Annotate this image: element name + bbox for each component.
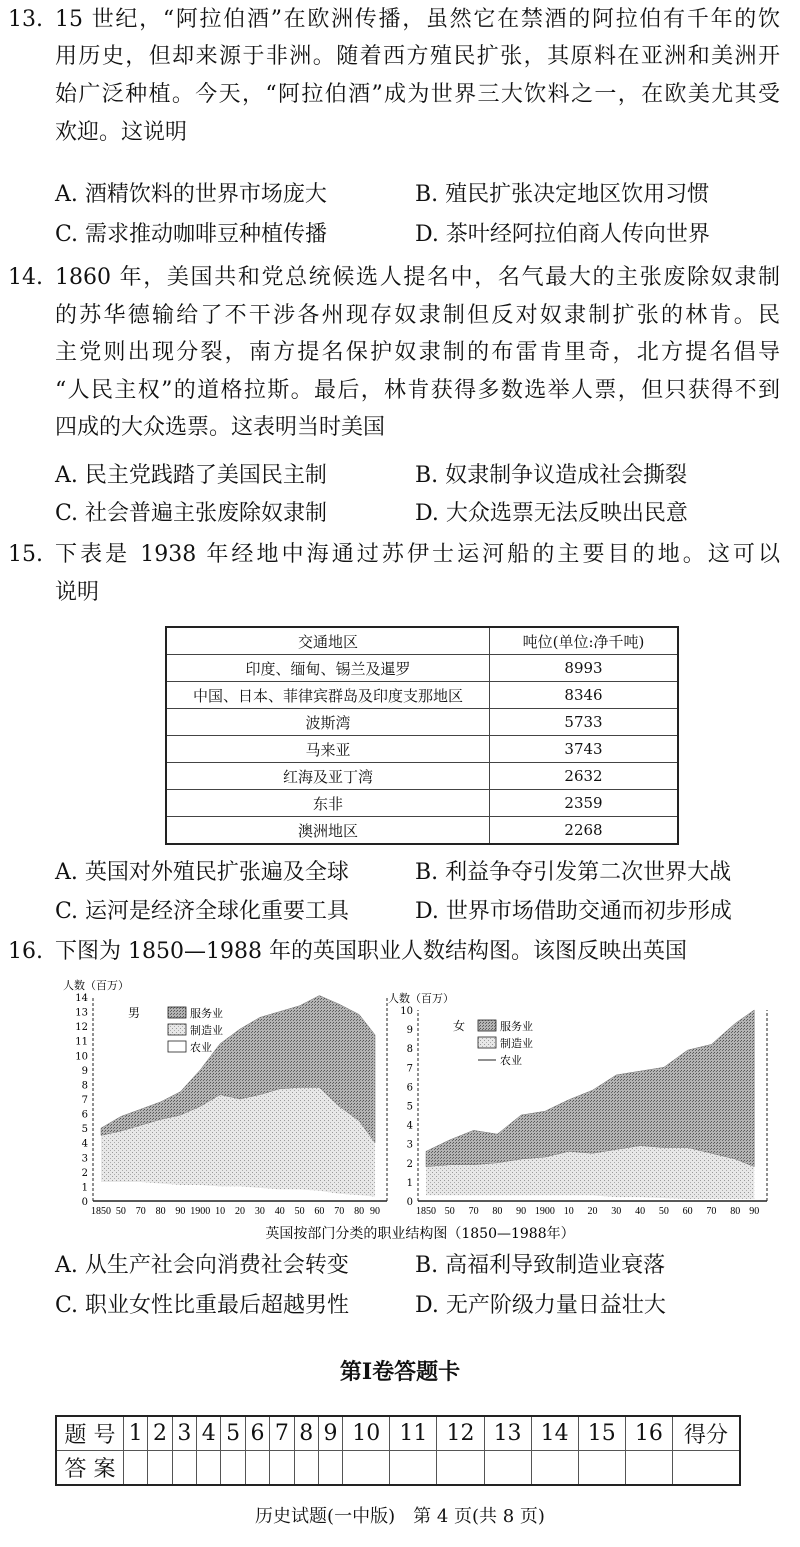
y-axis-label: 人数（百万） [63,979,129,992]
answer-cell[interactable] [578,1451,625,1486]
question-stem-line: 用历史，但却来源于非洲。随着西方殖民扩张，其原料在亚洲和美洲开 [55,44,780,69]
question-number-cell: 8 [294,1416,318,1451]
area-manufacturing [101,1087,375,1196]
x-tick-label: 80 [730,1206,741,1217]
region-cell: 印度、缅甸、锡兰及暹罗 [166,655,490,682]
x-tick-label: 1900 [190,1206,211,1217]
x-tick-label: 20 [587,1206,598,1217]
score-cell[interactable] [673,1451,741,1486]
option-c: C. 运河是经济全球化重要工具 [55,899,350,924]
table-row [166,790,678,817]
question-stem-line: 下表是 1938 年经地中海通过苏伊士运河船的主要目的地。这可以 [55,542,780,567]
y-tick-label: 2 [406,1158,413,1170]
answer-cell[interactable] [294,1451,318,1486]
option-d: D. 无产阶级力量日益壮大 [415,1293,666,1318]
tonnage-cell: 2359 [490,790,679,817]
option-a: A. 民主党践踏了美国民主制 [55,463,327,488]
legend-label: 农业 [500,1054,522,1067]
table-row [166,817,678,845]
answer-cell[interactable] [625,1451,672,1486]
y-tick-label: 3 [81,1153,88,1165]
question-stem-line: 说明 [55,580,100,605]
tonnage-cell: 2632 [490,763,679,790]
question-number: 14. [8,265,43,290]
question-stem-line: 始广泛种植。今天，“阿拉伯酒”成为世界三大饮料之一，在欧美尤其受 [55,82,780,107]
page-footer: 历史试题(一中版) 第 4 页(共 8 页) [255,1506,545,1527]
question-number-cell: 16 [625,1416,672,1451]
question-stem-line: 主党则出现分裂，南方提名保护奴隶制的布雷肯里奇，北方提名倡导 [55,340,780,365]
region-cell: 波斯湾 [166,709,490,736]
x-tick-label: 50 [444,1206,455,1217]
answer-cell[interactable] [484,1451,531,1486]
table-row [166,682,678,709]
question-number-cell: 14 [531,1416,578,1451]
y-tick-label: 4 [406,1120,413,1132]
question-number-cell: 4 [197,1416,221,1451]
x-tick-label: 70 [706,1206,717,1217]
x-tick-label: 40 [274,1206,285,1217]
table-row [166,736,678,763]
area-services [426,1010,754,1167]
x-tick-label: 80 [354,1206,365,1217]
answer-cell[interactable] [343,1451,390,1486]
x-tick-label: 80 [492,1206,503,1217]
y-tick-label: 7 [81,1095,88,1106]
y-tick-label: 5 [81,1124,88,1136]
option-b: B. 奴隶制争议造成社会撕裂 [415,463,688,488]
option-a: A. 英国对外殖民扩张遍及全球 [55,860,349,885]
row-label: 答 案 [56,1451,124,1486]
legend-swatch [478,1037,496,1048]
region-cell: 马来亚 [166,736,490,763]
answer-card-table [55,1415,741,1486]
score-label: 得分 [673,1416,741,1451]
y-tick-label: 4 [81,1138,88,1150]
tonnage-cell: 2268 [490,817,679,845]
legend-label: 制造业 [500,1037,533,1050]
answer-cell[interactable] [245,1451,269,1486]
x-tick-label: 20 [235,1206,245,1217]
x-tick-label: 90 [749,1206,760,1217]
x-tick-label: 1850 [91,1206,111,1217]
chart-caption: 英国按部门分类的职业结构图（1850—1988年） [265,1226,575,1242]
option-b: B. 殖民扩张决定地区饮用习惯 [415,182,710,207]
y-tick-label: 3 [406,1139,413,1151]
y-tick-label: 1 [406,1177,413,1189]
y-tick-label: 6 [81,1109,88,1121]
option-a: A. 从生产社会向消费社会转变 [55,1253,349,1278]
female-chart [388,991,767,1217]
y-tick-label: 6 [406,1082,413,1094]
answer-cell[interactable] [531,1451,578,1486]
y-tick-label: 8 [81,1080,88,1092]
legend-label: 服务业 [500,1020,533,1033]
question-number-row [56,1416,740,1451]
tonnage-cell: 3743 [490,736,679,763]
row-label: 题 号 [56,1416,124,1451]
question-number-cell: 3 [172,1416,196,1451]
answer-cell[interactable] [270,1451,294,1486]
y-tick-label: 10 [400,1006,413,1017]
x-tick-label: 90 [370,1206,381,1217]
x-tick-label: 1850 [416,1206,436,1217]
y-tick-label: 14 [75,993,88,1004]
option-d: D. 世界市场借助交通而初步形成 [415,899,732,924]
question-number-cell: 11 [390,1416,437,1451]
y-tick-label: 0 [81,1197,88,1208]
x-tick-label: 90 [175,1206,186,1217]
tonnage-cell: 8346 [490,682,679,709]
x-tick-label: 60 [682,1206,693,1217]
x-tick-label: 1900 [534,1206,555,1217]
table-row [166,709,678,736]
table-row [166,763,678,790]
option-c: C. 社会普遍主张废除奴隶制 [55,501,328,526]
y-tick-label: 0 [406,1197,413,1208]
question-number-cell: 13 [484,1416,531,1451]
answer-cell[interactable] [390,1451,437,1486]
x-tick-label: 50 [658,1206,669,1217]
legend-label: 服务业 [190,1007,223,1020]
legend-label: 制造业 [190,1024,223,1037]
employment-structure-charts [0,968,800,1246]
x-tick-label: 90 [516,1206,527,1217]
chart-title: 女 [453,1019,466,1033]
answer-cell[interactable] [172,1451,196,1486]
option-c: C. 需求推动咖啡豆种植传播 [55,222,328,247]
question-number-cell: 7 [270,1416,294,1451]
answer-cell[interactable] [221,1451,245,1486]
y-tick-label: 1 [81,1182,88,1194]
question-stem-line: 欢迎。这说明 [55,120,188,145]
legend-swatch [168,1024,186,1035]
region-cell: 红海及亚丁湾 [166,763,490,790]
answer-cell[interactable] [124,1451,148,1486]
question-number-cell: 9 [318,1416,342,1451]
question-stem-line: 下图为 1850—1988 年的英国职业人数结构图。该图反映出英国 [55,939,687,964]
x-tick-label: 50 [115,1206,126,1217]
chart-title: 男 [128,1006,141,1020]
tonnage-cell: 8993 [490,655,679,682]
y-tick-label: 13 [75,1007,88,1019]
x-tick-label: 70 [334,1206,345,1217]
question-number-cell: 15 [578,1416,625,1451]
option-b: B. 高福利导致制造业衰落 [415,1253,666,1278]
y-tick-label: 11 [75,1036,88,1048]
table-row [166,655,678,682]
x-tick-label: 80 [155,1206,166,1217]
male-chart [63,978,387,1217]
column-header: 交通地区 [166,627,490,655]
x-tick-label: 30 [611,1206,622,1217]
y-tick-label: 2 [81,1167,88,1179]
y-tick-label: 5 [406,1101,413,1113]
answer-row [56,1451,740,1486]
y-tick-label: 7 [406,1063,413,1075]
x-tick-label: 30 [254,1206,265,1217]
x-tick-label: 50 [294,1206,305,1217]
question-number-cell: 10 [343,1416,390,1451]
question-number-cell: 5 [221,1416,245,1451]
question-number-cell: 2 [148,1416,172,1451]
option-c: C. 职业女性比重最后超越男性 [55,1293,350,1318]
x-tick-label: 60 [314,1206,325,1217]
question-number: 15. [8,542,43,567]
question-stem-line: 四成的大众选票。这表明当时美国 [55,415,386,440]
region-cell: 中国、日本、菲律宾群岛及印度支那地区 [166,682,490,709]
y-tick-label: 9 [406,1025,413,1037]
x-tick-label: 10 [563,1206,574,1217]
table-header-row [166,627,678,655]
x-tick-label: 40 [635,1206,646,1217]
y-tick-label: 9 [81,1065,88,1077]
legend-swatch [168,1041,186,1052]
column-header: 吨位(单位:净千吨) [490,627,679,655]
question-number: 13. [8,7,43,32]
question-stem-line: 的苏华德输给了不干涉各州现存奴隶制但反对奴隶制扩张的林肯。民 [55,303,780,328]
answer-card-title: 第Ⅰ卷答题卡 [339,1359,461,1385]
region-cell: 澳洲地区 [166,817,490,845]
suez-destination-table [165,626,679,845]
option-b: B. 利益争夺引发第二次世界大战 [415,860,732,885]
answer-cell[interactable] [197,1451,221,1486]
answer-cell[interactable] [148,1451,172,1486]
question-stem-line: “人民主权”的道格拉斯。最后，林肯获得多数选举人票，但只获得不到 [55,378,780,403]
region-cell: 东非 [166,790,490,817]
question-stem-line: 15 世纪，“阿拉伯酒”在欧洲传播，虽然它在禁酒的阿拉伯有千年的饮 [55,7,780,32]
answer-cell[interactable] [318,1451,342,1486]
legend-label: 农业 [190,1041,212,1054]
option-a: A. 酒精饮料的世界市场庞大 [55,182,327,207]
legend-swatch [478,1020,496,1031]
y-tick-label: 12 [75,1022,88,1034]
question-stem-line: 1860 年，美国共和党总统候选人提名中，名气最大的主张废除奴隶制 [55,265,780,290]
option-d: D. 茶叶经阿拉伯商人传向世界 [415,222,710,247]
question-number-cell: 12 [437,1416,484,1451]
y-tick-label: 8 [406,1044,413,1056]
x-tick-label: 70 [135,1206,146,1217]
question-number: 16. [8,939,43,964]
question-number-cell: 1 [124,1416,148,1451]
answer-cell[interactable] [437,1451,484,1486]
x-tick-label: 10 [215,1206,226,1217]
option-d: D. 大众选票无法反映出民意 [415,501,688,526]
y-tick-label: 10 [75,1051,88,1063]
x-tick-label: 70 [468,1206,479,1217]
tonnage-cell: 5733 [490,709,679,736]
legend-swatch [168,1007,186,1018]
question-number-cell: 6 [245,1416,269,1451]
y-axis-label: 人数（百万） [388,992,454,1005]
